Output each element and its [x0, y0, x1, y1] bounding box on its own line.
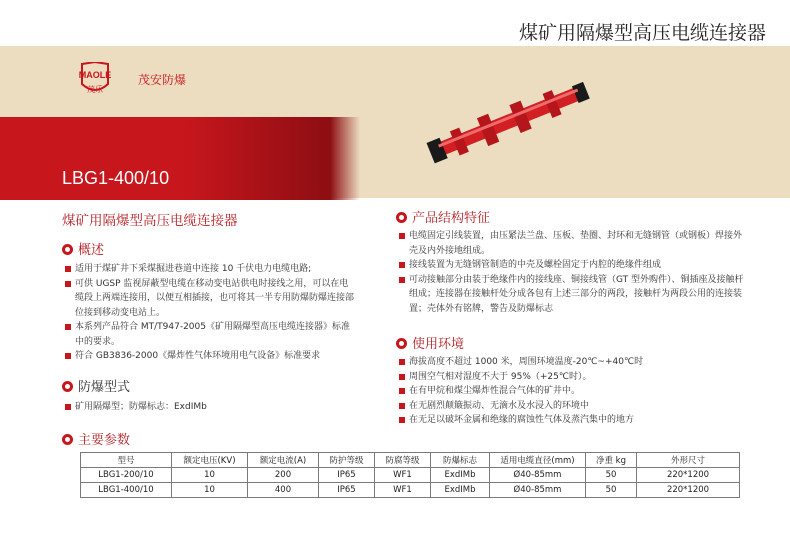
list-item: 海拔高度不超过 1000 米，周围环境温度-20℃~+40℃时 — [398, 355, 748, 370]
cable-connector-image — [420, 70, 600, 170]
column-header: 防爆标志 — [431, 453, 490, 468]
table-cell: 220*1200 — [637, 483, 740, 498]
table-cell: LBG1-400/10 — [81, 483, 172, 498]
table-cell: IP65 — [319, 468, 375, 483]
explosion-type-list — [64, 400, 354, 415]
bullet-circle-icon — [62, 244, 73, 255]
list-item: 可供 UGSP 监视屏蔽型电缆在移动变电站供电时接线之用，可以在电缆段上两端连接用，以便互相插接，也可将其一半专用防爆防爆连接部位接到移动变电站上。 — [64, 277, 354, 321]
bullet-circle-icon — [396, 338, 407, 349]
logo-cn: 茂乐 — [87, 85, 103, 94]
column-header: 外形尺寸 — [637, 453, 740, 468]
table-row — [81, 468, 740, 483]
bullet-circle-icon — [62, 381, 73, 392]
logo-latin: MAOLE — [78, 70, 112, 80]
structure-heading-text: 产品结构特征 — [412, 211, 491, 226]
table-cell: 200 — [248, 468, 319, 483]
table-cell: 10 — [172, 468, 248, 483]
table-cell: WF1 — [375, 468, 431, 483]
bullet-circle-icon — [62, 434, 73, 445]
table-cell: ExdIMb — [431, 468, 490, 483]
table-cell: ExdIMb — [431, 483, 490, 498]
table-cell: 10 — [172, 483, 248, 498]
environment-list — [398, 355, 748, 428]
table-cell: 400 — [248, 483, 319, 498]
product-subtitle: 煤矿用隔爆型高压电缆连接器 — [62, 213, 238, 229]
logo — [60, 62, 130, 98]
list-item: 本系列产品符合 MT/T947-2005《矿用隔爆型高压电缆连接器》标准中的要求。 — [64, 320, 354, 349]
column-header: 防腐等级 — [375, 453, 431, 468]
list-item: 适用于煤矿井下采煤掘进巷道中连接 10 千伏电力电缆电路; — [64, 262, 354, 277]
column-header: 防护等级 — [319, 453, 375, 468]
list-item: 在有甲烷和煤尘爆炸性混合气体的矿井中。 — [398, 384, 748, 399]
params-table — [80, 452, 740, 498]
params-heading-text: 主要参数 — [78, 433, 131, 448]
table-cell: LBG1-200/10 — [81, 468, 172, 483]
list-item: 符合 GB3836-2000《爆炸性气体环境用电气设备》标准要求 — [64, 349, 354, 364]
params-heading — [62, 429, 130, 448]
table-cell: 220*1200 — [637, 468, 740, 483]
table-cell: IP65 — [319, 483, 375, 498]
environment-heading — [396, 333, 464, 352]
explosion-type-heading — [62, 376, 130, 395]
list-item: 在无足以破坏金属和绝缘的腐蚀性气体及蒸汽集中的地方 — [398, 413, 748, 428]
overview-list — [64, 262, 354, 364]
table-cell: Ø40-85mm — [490, 483, 586, 498]
list-item: 电缆固定引线装置，由压紧法兰盘、压板、垫圈、封环和无缝钢管（或钢板）焊接外壳及内外接地组成。 — [398, 229, 748, 258]
list-item: 在无剧烈颠簸振动、无滴水及水浸入的环境中 — [398, 399, 748, 414]
list-item: 接线装置为无缝钢管制造的中壳及螺栓固定于内腔的绝缘件组成 — [398, 258, 748, 273]
overview-heading-text: 概述 — [78, 243, 105, 258]
table-cell: Ø40-85mm — [490, 468, 586, 483]
table-header-row — [81, 453, 740, 468]
column-header: 额定电压(KV) — [172, 453, 248, 468]
structure-list — [398, 229, 748, 316]
environment-heading-text: 使用环境 — [412, 337, 465, 352]
overview-heading — [62, 239, 104, 258]
table-cell: 50 — [586, 483, 637, 498]
bullet-circle-icon — [396, 212, 407, 223]
column-header: 适用电缆直径(mm) — [490, 453, 586, 468]
brand-name: 茂安防爆 — [138, 73, 187, 87]
table-cell: 50 — [586, 468, 637, 483]
logo-shield-icon — [60, 62, 130, 98]
column-header: 型号 — [81, 453, 172, 468]
column-header: 额定电流(A) — [248, 453, 319, 468]
list-item: 矿用隔爆型；防爆标志：ExdIMb — [64, 400, 354, 415]
explosion-type-heading-text: 防爆型式 — [78, 380, 131, 395]
list-item: 可动接触部分由装于绝缘件内的接线座、铜接线管（GT 型外购件）、铜插座及接触杆组成；连接器在接触杆处分成各包有上述三部分的两段，接触杆为两段公用的连接装置；壳体外有铭牌，警告及防爆标志 — [398, 273, 748, 317]
column-header: 净重 kg — [586, 453, 637, 468]
model-heading: LBG1-400/10 — [62, 168, 170, 188]
table-row — [81, 483, 740, 498]
list-item: 周围空气相对湿度不大于 95%（+25℃时）。 — [398, 370, 748, 385]
table-cell: WF1 — [375, 483, 431, 498]
page-title: 煤矿用隔爆型高压电缆连接器 — [518, 22, 766, 44]
structure-heading — [396, 207, 490, 226]
